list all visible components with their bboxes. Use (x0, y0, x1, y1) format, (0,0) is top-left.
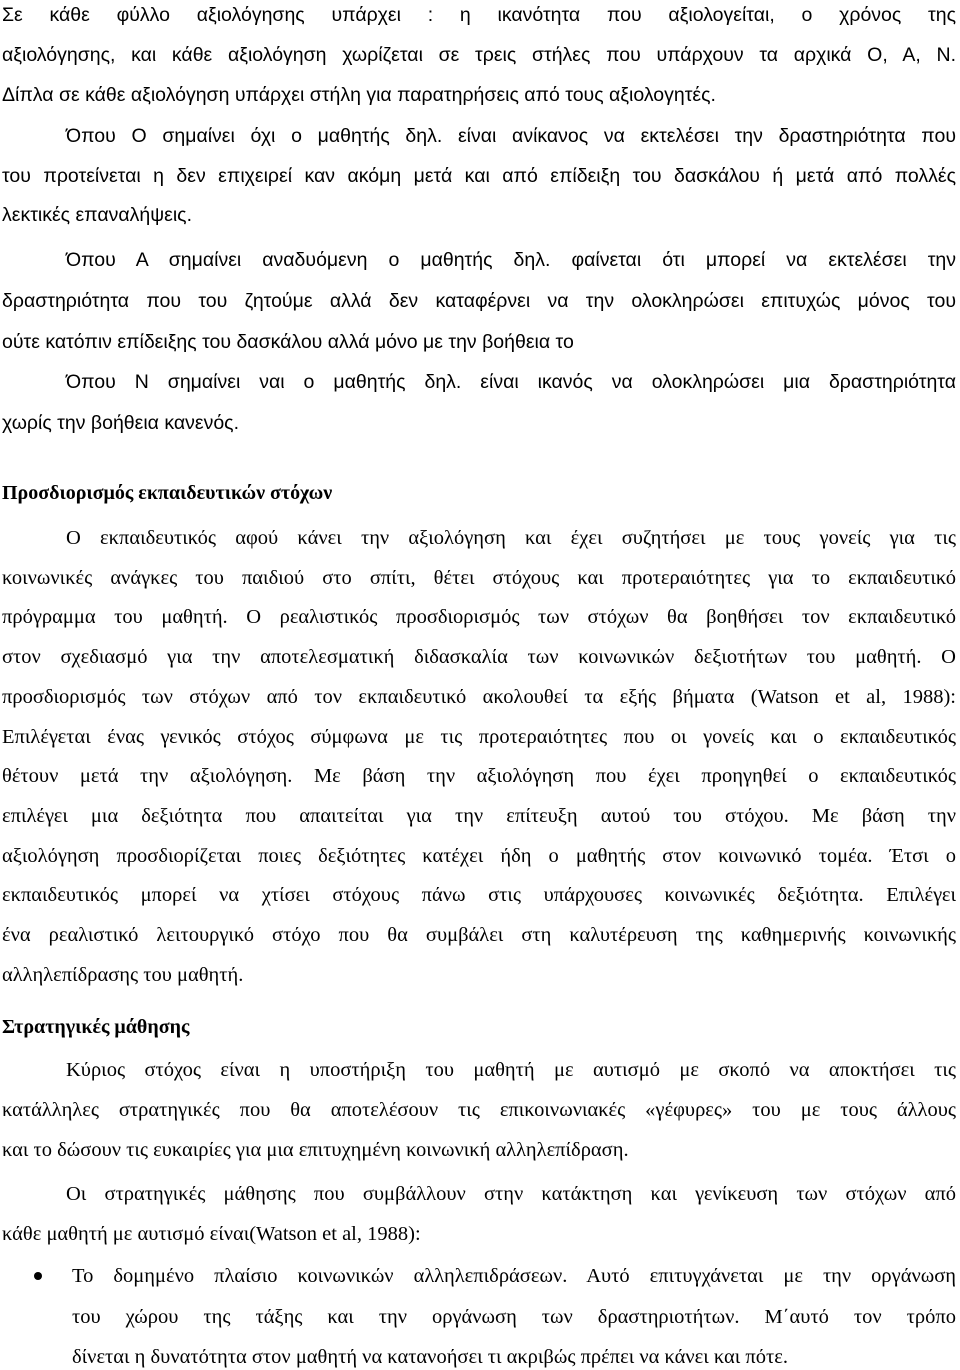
text-line: Ο εκπαιδευτικός αφού κάνει την αξιολόγηση και έχει συζητήσει με τους γονείς για τις (66, 527, 956, 549)
text-line: αξιολόγησης, και κάθε αξιολόγηση χωρίζεται σε τρεις στήλες που υπάρχουν τα αρχικά Ο, Α, Ν. (2, 44, 956, 66)
text-line: Όπου Α σημαίνει αναδυόμενη ο μαθητής δηλ. φαίνεται ότι μπορεί να εκτελέσει την (66, 249, 956, 271)
text-line: Σε κάθε φύλλο αξιολόγησης υπάρχει : η ικανότητα που αξιολογείται, ο χρόνος της (2, 4, 956, 26)
text-line: ούτε κατόπιν επίδειξης του δασκάλου αλλά μόνο με την βοήθεια το (2, 331, 574, 353)
section-heading: Προσδιορισμός εκπαιδευτικών στόχων (2, 482, 333, 504)
section-heading: Στρατηγικές μάθησης (2, 1016, 190, 1038)
text-line: λεκτικές επαναλήψεις. (2, 204, 192, 226)
text-line: επιλέγει μια δεξιότητα που απαιτείται για την επίτευξη αυτού του στόχου. Με βάση την (2, 805, 956, 827)
text-line: στον σχεδιασμό για την αποτελεσματική διδασκαλία των κοινωνικών δεξιοτήτων του μαθητή. Ο (2, 646, 956, 668)
text-line: Οι στρατηγικές μάθησης που συμβάλλουν στην κατάκτηση και γενίκευση των στόχων από (66, 1183, 956, 1205)
text-line: θέτουν μετά την αξιολόγηση. Με βάση την αξιολόγηση που έχει προηγηθεί ο εκπαιδευτικός (2, 765, 956, 787)
text-line: αξιολόγηση προσδιορίζεται ποιες δεξιότητες κατέχει ήδη ο μαθητής στον κοινωνικό τομέα. Έτσι ο (2, 845, 956, 867)
text-line: Κύριος στόχος είναι η υποστήριξη του μαθητή με αυτισμό με σκοπό να αποκτήσει τις (66, 1059, 956, 1081)
text-line: του χώρου της τάξης και την οργάνωση των δραστηριοτήτων. Μ΄αυτό τον τρόπο (72, 1306, 956, 1328)
text-line: χωρίς την βοήθεια κανενός. (2, 412, 239, 434)
bullet-icon (34, 1272, 42, 1280)
text-line: Επιλέγεται ένας γενικός στόχος σύμφωνα με τις προτεραιότητες που οι γονείς και ο εκπαιδευτικός (2, 726, 956, 748)
text-line: Δίπλα σε κάθε αξιολόγηση υπάρχει στήλη για παρατηρήσεις από τους αξιολογητές. (2, 84, 716, 106)
text-line: δραστηριότητα που του ζητούμε αλλά δεν καταφέρνει να την ολοκληρώσει επιτυχώς μόνος του (2, 290, 956, 312)
text-line: κάθε μαθητή με αυτισμό είναι(Watson et al, 1988): (2, 1223, 421, 1245)
text-line: Το δομημένο πλαίσιο κοινωνικών αλληλεπιδράσεων. Αυτό επιτυγχάνεται με την οργάνωση (72, 1265, 956, 1287)
text-line: εκπαιδευτικός μπορεί να χτίσει στόχους πάνω στις υπάρχουσες κοινωνικές δεξιότητα. Επιλέγει (2, 884, 956, 906)
text-line: κατάλληλες στρατηγικές που θα αποτελέσουν τις επικοινωνιακές «γέφυρες» του με τους άλλους (2, 1099, 956, 1121)
text-line: του προτείνεται η δεν επιχειρεί καν ακόμη μετά και από επίδειξη του δασκάλου ή μετά από πολλές (2, 165, 956, 187)
text-line: κοινωνικές ανάγκες του παιδιού στο σπίτι, θέτει στόχους και προτεραιότητες για το εκπαιδευτικό (2, 567, 956, 589)
text-line: Όπου Ο σημαίνει όχι ο μαθητής δηλ. είναι ανίκανος να εκτελέσει την δραστηριότητα που (66, 125, 956, 147)
text-line: πρόγραμμα του μαθητή. Ο ρεαλιστικός προσδιορισμός των στόχων θα βοηθήσει τον εκπαιδευτικό (2, 606, 956, 628)
text-line: δίνεται η δυνατότητα στον μαθητή να κατανοήσει τι ακριβώς πρέπει να κάνει και πότε. (72, 1346, 789, 1368)
text-line: και το δώσουν τις ευκαιρίες για μια επιτυχημένη κοινωνική αλληλεπίδραση. (2, 1139, 629, 1161)
text-line: αλληλεπίδρασης του μαθητή. (2, 964, 244, 986)
text-line: ένα ρεαλιστικό λειτουργικό στόχο που θα συμβάλει στη καλυτέρευση της καθημερινής κοινωνικής (2, 924, 956, 946)
text-line: προσδιορισμός των στόχων από τον εκπαιδευτικό ακολουθεί τα εξής βήματα (Watson et al, 1988): (2, 686, 956, 708)
text-line: Όπου Ν σημαίνει ναι ο μαθητής δηλ. είναι ικανός να ολοκληρώσει μια δραστηριότητα (66, 371, 956, 393)
